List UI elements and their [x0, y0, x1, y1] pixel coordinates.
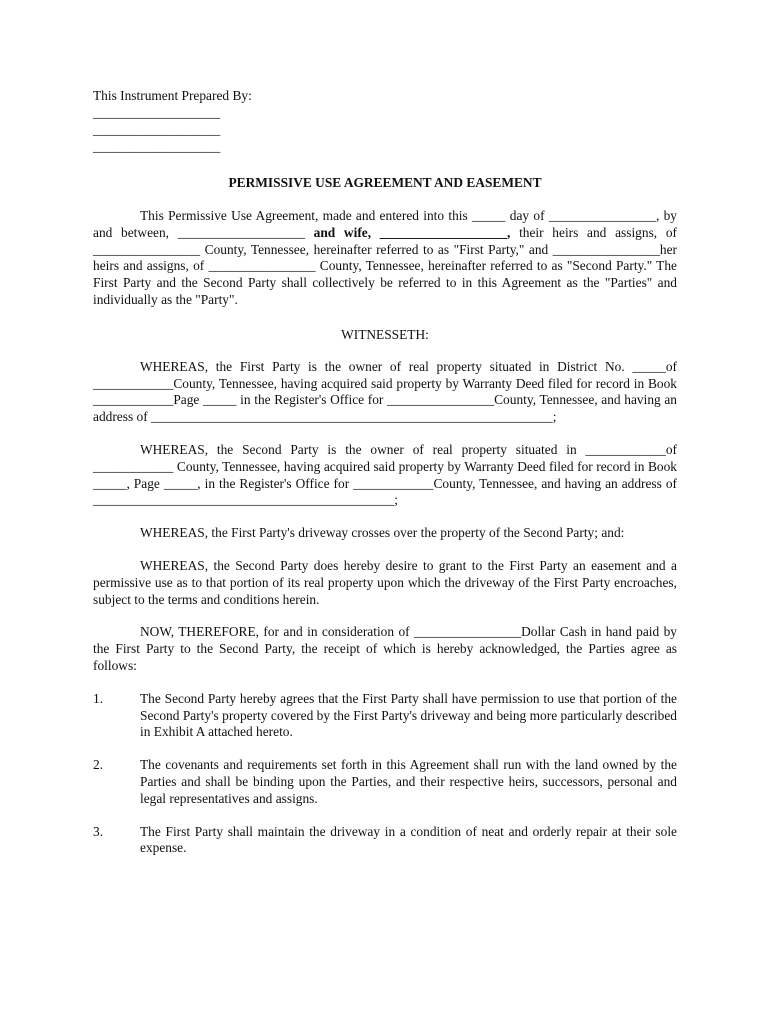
prepared-by-label: This Instrument Prepared By:: [93, 88, 252, 103]
preparer-blank-line: ___________________: [93, 122, 221, 137]
clause-item: [93, 757, 677, 807]
intro-text-part1: This Permissive Use Agreement, made and entered into this _____ day of ________________, by and between, ___________________: [93, 208, 677, 240]
intro-paragraph: [93, 208, 677, 309]
clause-text: The covenants and requirements set forth in this Agreement shall run with the land owned by the Parties and shall be binding upon the Parties, and their respective heirs, successors, personal and legal representatives and assigns.: [140, 757, 677, 806]
clause-item: [93, 824, 677, 858]
clause-text: The First Party shall maintain the driveway in a condition of neat and orderly repair at their sole expense.: [140, 823, 677, 856]
whereas-paragraph-3: WHEREAS, the First Party's driveway crosses over the property of the Second Party; and:: [140, 525, 625, 541]
witnesseth-heading: WITNESSETH:: [341, 326, 429, 342]
clause-text: The Second Party hereby agrees that the First Party shall have permission to use that portion of the Second Party's property covered by the First Party's driveway and being more particularly described in Exhibit A attached hereto.: [140, 690, 677, 740]
clause-number: 2.: [93, 757, 104, 773]
whereas-paragraph-2: WHEREAS, the Second Party is the owner of real property situated in ____________of ____________ County, Tennessee, having acquired said property by Warranty Deed filed for record in Book _____, Page _____, in the Register's Office for ____________County, Tennessee, and having an address of _____________________________________________;: [93, 441, 677, 508]
preparer-blank-lines: [93, 104, 677, 155]
clause-item: [93, 691, 677, 741]
preparer-blank-line: ___________________: [93, 105, 221, 120]
preparer-blank-line: ___________________: [93, 139, 221, 154]
intro-and-wife-bold: and wife, ___________________,: [313, 224, 511, 240]
whereas-paragraph-1: WHEREAS, the First Party is the owner of real property situated in District No. _____of ____________County, Tennessee, having acquired said property by Warranty Deed filed for record in Book ____________Page _____ in the Register's Office for ________________County, Tennessee, and having an address of ____________________________________________________________;: [93, 358, 677, 425]
document-body: [93, 87, 677, 857]
intro-text-part2: their heirs and assigns, of ________________ County, Tennessee, hereinafter referred to as "First Party," and ________________her heirs and assigns, of ________________ County, Tennessee, hereinafter referred to as "Second Party." The First Party and the Second Party shall collectively be referred to in this Agreement as the "Parties" and individually as the "Party".: [93, 224, 677, 307]
now-therefore-paragraph: NOW, THEREFORE, for and in consideration of ________________Dollar Cash in hand paid by the First Party to the Second Party, the receipt of which is hereby acknowledged, the Parties agree as follows:: [93, 624, 677, 673]
clause-number: 1.: [93, 690, 104, 706]
whereas-paragraph-4: WHEREAS, the Second Party does hereby desire to grant to the First Party an easement and a permissive use as to that portion of its real property upon which the driveway of the First Party encroaches, subject to the terms and conditions herein.: [93, 557, 677, 607]
document-title: PERMISSIVE USE AGREEMENT AND EASEMENT: [228, 175, 542, 190]
clause-number: 3.: [93, 823, 104, 839]
